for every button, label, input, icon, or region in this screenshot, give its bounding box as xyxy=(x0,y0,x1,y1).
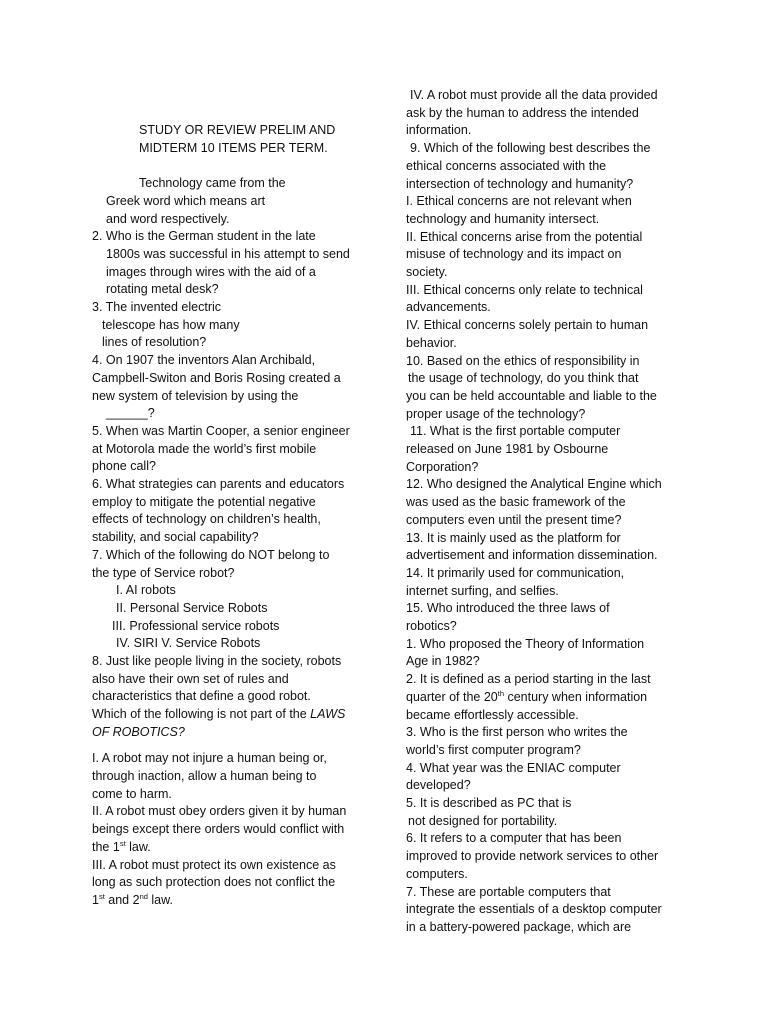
left-column-line: come to harm. xyxy=(92,786,172,801)
left-column-line: characteristics that define a good robot. xyxy=(92,689,311,704)
left-column-line: stability, and social capability? xyxy=(92,530,259,545)
right-column-line: 11. What is the first portable computer xyxy=(410,424,621,439)
left-column-line: the type of Service robot? xyxy=(92,565,235,580)
right-column-line: III. Ethical concerns only relate to technical xyxy=(406,282,643,297)
left-column-line: beings except there orders would conflict with xyxy=(92,822,345,837)
right-column-line: society. xyxy=(406,265,448,279)
right-column-line: Corporation? xyxy=(406,459,479,474)
right-column-line: behavior. xyxy=(406,335,457,350)
right-column-line: robotics? xyxy=(406,619,457,633)
right-column-line: in a battery-powered package, which are xyxy=(406,919,632,934)
right-column-line: 9. Which of the following best describes the xyxy=(410,141,651,156)
right-column-line: proper usage of the technology? xyxy=(406,406,586,421)
right-column-line: intersection of technology and humanity? xyxy=(406,176,634,191)
left-column-line: Campbell-Switon and Boris Rosing created a xyxy=(92,370,341,385)
right-column-line: II. Ethical concerns arise from the potential xyxy=(406,229,643,244)
left-column-line: 7. Which of the following do NOT belong to xyxy=(92,547,330,562)
right-column-line: Age in 1982? xyxy=(406,654,480,669)
left-column-line: II. Personal Service Robots xyxy=(116,600,268,615)
right-column-line: the usage of technology, do you think that xyxy=(408,371,639,386)
right-column-line: IV. Ethical concerns solely pertain to human xyxy=(406,318,649,333)
right-column-line: 14. It primarily used for communication, xyxy=(406,565,625,580)
left-column-line: 8. Just like people living in the society, robots xyxy=(92,654,342,668)
left-column-line: 5. When was Martin Cooper, a senior engineer xyxy=(92,423,350,438)
right-column-line: computers even until the present time? xyxy=(406,512,622,527)
left-column-line: 6. What strategies can parents and educators xyxy=(92,477,345,491)
right-column-line: ask by the human to address the intended xyxy=(406,105,639,120)
right-column-line: computers. xyxy=(406,866,468,881)
left-column-line: ______? xyxy=(106,406,155,421)
right-column-line: 1. Who proposed the Theory of Information xyxy=(406,636,645,651)
right-column-line: integrate the essentials of a desktop computer xyxy=(406,902,662,917)
left-column-line: I. A robot may not injure a human being or, xyxy=(92,751,327,766)
left-column-line: 3. The invented electric xyxy=(92,300,222,314)
left-column-line: III. A robot must protect its own existence as xyxy=(92,857,336,872)
right-column-line: 2. It is defined as a period starting in the last xyxy=(406,672,651,687)
left-column-line: employ to mitigate the potential negative xyxy=(92,494,316,509)
left-column-line: and word respectively. xyxy=(106,211,230,226)
right-column-line: quarter of the 20th century when information xyxy=(406,688,648,704)
right-column-line: 7. These are portable computers that xyxy=(406,884,611,899)
right-column-line: you can be held accountable and liable to the xyxy=(406,388,657,403)
left-column-line: IV. SIRI V. Service Robots xyxy=(116,636,261,651)
left-column-line: new system of television by using the xyxy=(92,388,299,403)
right-column-line: improved to provide network services to other xyxy=(406,849,659,864)
left-column-line: STUDY OR REVIEW PRELIM AND xyxy=(139,123,336,137)
left-column-line: the 1st law. xyxy=(92,838,151,854)
left-column-line: II. A robot must obey orders given it by human xyxy=(92,804,347,819)
right-column-line: not designed for portability. xyxy=(408,813,558,828)
right-column-line: was used as the basic framework of the xyxy=(406,495,626,510)
left-column-line: 1800s was successful in his attempt to send xyxy=(106,246,350,261)
right-column-line: 10. Based on the ethics of responsibility in xyxy=(406,353,640,368)
left-column-line: also have their own set of rules and xyxy=(92,671,289,686)
right-column-line: 12. Who designed the Analytical Engine which xyxy=(406,477,662,492)
right-column-line: 13. It is mainly used as the platform for xyxy=(406,530,621,545)
right-column-line: 6. It refers to a computer that has been xyxy=(406,831,622,846)
right-column-line: 15. Who introduced the three laws of xyxy=(406,601,610,616)
left-column-line: at Motorola made the world’s first mobile xyxy=(92,441,317,456)
right-column-line: 3. Who is the first person who writes the xyxy=(406,725,628,740)
left-column-line: lines of resolution? xyxy=(102,335,207,350)
right-column-line: information. xyxy=(406,123,472,138)
right-column-line: advertisement and information dissemination. xyxy=(406,548,658,563)
right-column-line: technology and humanity intersect. xyxy=(406,211,600,226)
right-column-line: became effortlessly accessible. xyxy=(406,707,579,722)
left-column-line: Technology came from the xyxy=(139,176,286,191)
left-column-line: effects of technology on children’s health, xyxy=(92,512,321,527)
right-column-line: 4. What year was the ENIAC computer xyxy=(406,760,621,775)
left-column-line: telescope has how many xyxy=(102,317,240,332)
left-column-line: rotating metal desk? xyxy=(106,282,219,297)
right-column-line: internet surfing, and selfies. xyxy=(406,583,559,598)
left-column-line: 2. Who is the German student in the late xyxy=(92,229,316,244)
left-column-line: III. Professional service robots xyxy=(112,618,280,633)
left-column-line: 4. On 1907 the inventors Alan Archibald, xyxy=(92,353,316,368)
left-column-line: Which of the following is not part of the LAWS xyxy=(92,707,346,722)
left-column-line: through inaction, allow a human being to xyxy=(92,769,317,784)
right-column-line: ethical concerns associated with the xyxy=(406,158,607,173)
left-column-line: long as such protection does not conflict the xyxy=(92,875,336,890)
right-column-line: IV. A robot must provide all the data provided xyxy=(410,88,658,102)
right-column-line: released on June 1981 by Osbourne xyxy=(406,442,609,456)
right-column-line: I. Ethical concerns are not relevant when xyxy=(406,194,632,209)
right-column-line: world’s first computer program? xyxy=(406,742,581,757)
left-column-line: 1st and 2nd law. xyxy=(92,891,173,907)
left-column-line: phone call? xyxy=(92,459,156,474)
left-column-line: OF ROBOTICS? xyxy=(92,724,185,739)
right-column-line: 5. It is described as PC that is xyxy=(406,796,572,810)
left-column-line: MIDTERM 10 ITEMS PER TERM. xyxy=(139,140,328,155)
left-column-line: I. AI robots xyxy=(116,583,176,598)
right-column-line: developed? xyxy=(406,778,471,793)
left-column-line: images through wires with the aid of a xyxy=(106,264,316,279)
right-column-line: misuse of technology and its impact on xyxy=(406,247,622,262)
left-column-line: Greek word which means art xyxy=(106,193,266,208)
right-column-line: advancements. xyxy=(406,300,491,315)
